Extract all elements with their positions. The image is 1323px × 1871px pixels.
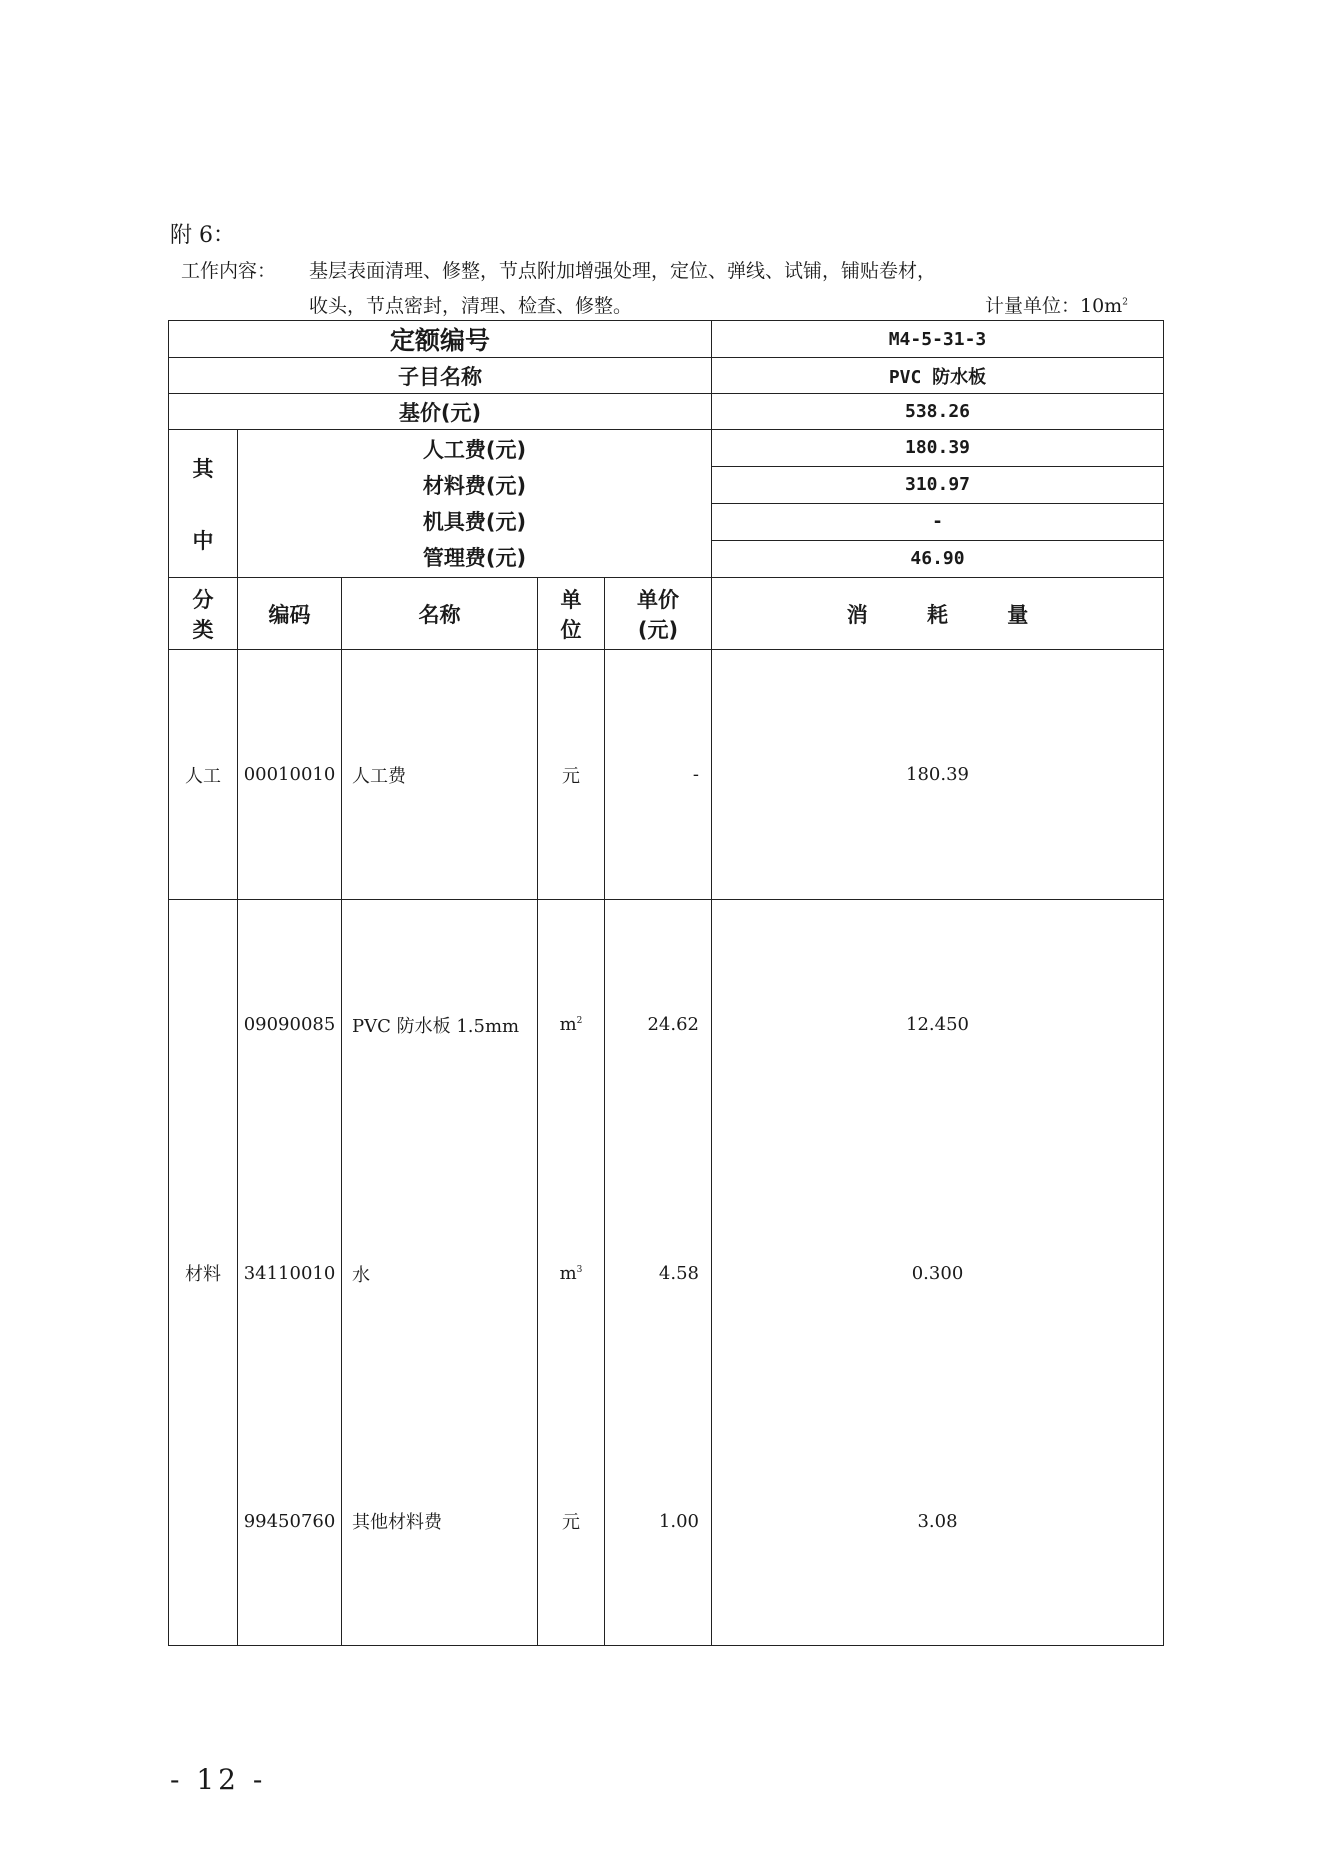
col-category-char-2: 类 xyxy=(192,617,214,642)
material-category: 材料 xyxy=(169,900,238,1646)
col-name: 名称 xyxy=(342,578,538,650)
column-header-row xyxy=(169,578,1164,650)
labor-name: 人工费 xyxy=(342,650,538,900)
material-unit-text: m xyxy=(559,1263,577,1284)
table-row xyxy=(169,900,1164,1150)
col-consumption-text: 消 耗 量 xyxy=(846,602,1055,627)
work-content-label: 工作内容： xyxy=(181,260,277,282)
col-price-line-1: 单价 xyxy=(637,587,679,612)
labor-code: 00010010 xyxy=(238,650,342,900)
col-category-char-1: 分 xyxy=(192,587,214,612)
material-code: 99450760 xyxy=(238,1398,342,1646)
among-label-char-1: 其 xyxy=(192,456,214,481)
quota-table xyxy=(168,320,1164,1646)
material-name: 水 xyxy=(342,1150,538,1398)
row-quota-no xyxy=(169,321,1164,358)
table-row xyxy=(169,1398,1164,1646)
col-unit-char-2: 位 xyxy=(560,617,582,642)
labor-qty: 180.39 xyxy=(712,650,1164,900)
item-name-label: 子目名称 xyxy=(169,358,712,394)
item-name-value: PVC 防水板 xyxy=(712,358,1164,394)
table-row xyxy=(169,650,1164,900)
measurement-unit-sup: 2 xyxy=(1122,297,1128,308)
col-consumption xyxy=(712,578,1164,650)
material-name: PVC 防水板 1.5mm xyxy=(342,900,538,1150)
labor-category: 人工 xyxy=(169,650,238,900)
labor-cost-value: 180.39 xyxy=(904,437,971,458)
col-unit xyxy=(538,578,605,650)
material-unit-sup: 3 xyxy=(576,1265,583,1275)
material-cost-value: 310.97 xyxy=(712,466,1163,503)
among-label xyxy=(169,430,238,578)
col-code: 编码 xyxy=(238,578,342,650)
table-row xyxy=(169,1150,1164,1398)
work-content-line-1: 基层表面清理、修整，节点附加增强处理，定位、弹线、试铺，铺贴卷材， xyxy=(309,260,937,282)
base-price-label: 基价(元) xyxy=(169,394,712,430)
base-price-value: 538.26 xyxy=(712,394,1164,430)
measurement-unit xyxy=(985,291,1128,318)
management-cost-label: 管理费(元) xyxy=(422,545,527,570)
col-price xyxy=(605,578,712,650)
cost-labels xyxy=(238,430,712,578)
labor-cost-label: 人工费(元) xyxy=(422,437,527,462)
material-price: 24.62 xyxy=(605,900,712,1150)
material-unit-sup: 2 xyxy=(576,1016,583,1027)
material-qty: 12.450 xyxy=(712,900,1164,1150)
row-among xyxy=(169,430,1164,578)
material-qty: 3.08 xyxy=(712,1398,1164,1646)
management-cost-value: 46.90 xyxy=(712,540,1163,577)
quota-no-value: M4-5-31-3 xyxy=(712,321,1164,358)
appendix-label: 附 6： xyxy=(170,223,235,248)
quota-no-label: 定额编号 xyxy=(169,321,712,358)
labor-unit: 元 xyxy=(538,650,605,900)
machinery-cost-value: - xyxy=(712,503,1163,540)
material-qty: 0.300 xyxy=(712,1150,1164,1398)
col-category xyxy=(169,578,238,650)
col-unit-char-1: 单 xyxy=(560,587,582,612)
work-content-line-2: 收头，节点密封，清理、检查、修整。 xyxy=(309,295,633,317)
row-item-name xyxy=(169,358,1164,394)
page-number: - 12 - xyxy=(170,1763,267,1796)
material-unit-text: m xyxy=(559,1014,577,1036)
material-unit-text: 元 xyxy=(562,1512,580,1534)
material-name: 其他材料费 xyxy=(342,1398,538,1646)
among-label-char-2: 中 xyxy=(192,528,214,553)
material-unit xyxy=(538,1150,605,1398)
material-unit xyxy=(538,1398,605,1646)
material-unit xyxy=(538,900,605,1150)
material-code: 34110010 xyxy=(238,1150,342,1398)
material-cost-label: 材料费(元) xyxy=(422,473,527,498)
material-price: 4.58 xyxy=(605,1150,712,1398)
col-price-line-2: (元) xyxy=(637,617,679,642)
cost-values xyxy=(712,430,1164,578)
machinery-cost-label: 机具费(元) xyxy=(422,509,527,534)
material-price: 1.00 xyxy=(605,1398,712,1646)
labor-price: - xyxy=(605,650,712,900)
measurement-unit-text: 计量单位：10m xyxy=(985,295,1123,317)
material-code: 09090085 xyxy=(238,900,342,1150)
row-base-price xyxy=(169,394,1164,430)
